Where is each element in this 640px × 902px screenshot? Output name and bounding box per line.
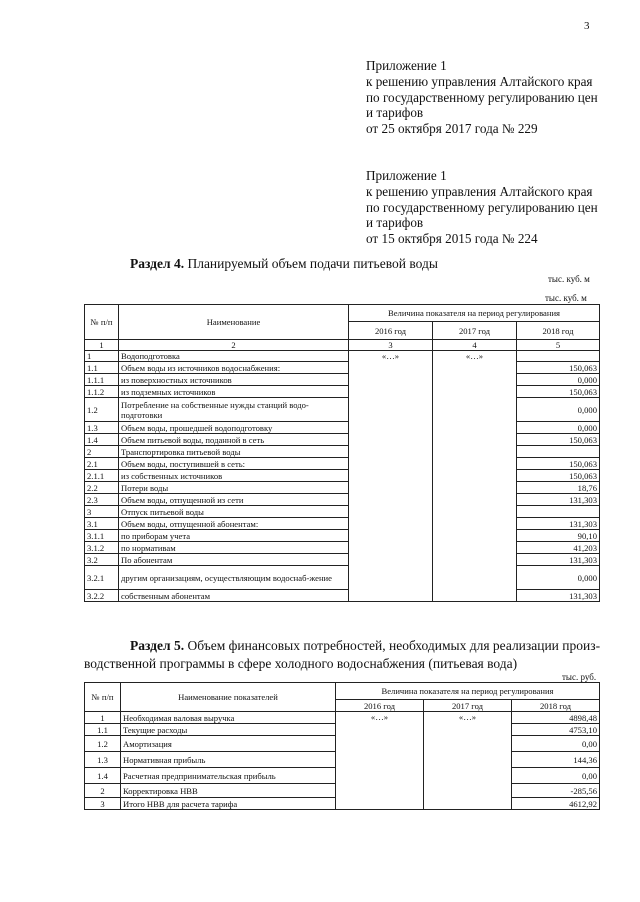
row-num: 1.1.1 xyxy=(85,374,119,386)
section5-title-line2: водственной программы в сфере холодного водоснабжения (питьевая вода) xyxy=(84,656,518,671)
table-row xyxy=(85,446,600,458)
appendix-line: Приложение 1 xyxy=(366,168,447,183)
row-name: Отпуск питьевой воды xyxy=(119,506,349,518)
row-name: Расчетная предпринимательская прибыль xyxy=(121,768,336,784)
page-number: 3 xyxy=(584,20,590,32)
appendix-line: и тарифов xyxy=(366,215,424,231)
appendix-previous xyxy=(366,168,616,247)
row-num: 2.1.1 xyxy=(85,470,119,482)
row-num: 2.2 xyxy=(85,482,119,494)
row-name: По абонентам xyxy=(119,554,349,566)
row-value-2018: 0,000 xyxy=(517,374,600,386)
table-row xyxy=(85,434,600,446)
row-num: 2 xyxy=(85,784,121,798)
row-value-2018: 131,303 xyxy=(517,494,600,506)
row-value-2018 xyxy=(517,351,600,362)
row-num: 1.4 xyxy=(85,768,121,784)
header-name: Наименование xyxy=(119,305,349,340)
table-row xyxy=(85,518,600,530)
row-num: 3.2.2 xyxy=(85,590,119,602)
header-2018: 2018 год xyxy=(517,322,600,340)
row-name: Итого НВВ для расчета тарифа xyxy=(121,798,336,810)
row-name: Потребление на собственные нужды станций водо-подготовки xyxy=(119,398,349,422)
table-row xyxy=(85,398,600,422)
table-row xyxy=(85,542,600,554)
row-num: 3 xyxy=(85,798,121,810)
table-row xyxy=(85,458,600,470)
row-name: Объем воды, отпущенной из сети xyxy=(119,494,349,506)
header-row xyxy=(85,683,600,700)
row-name: Объем воды, прошедшей водоподготовку xyxy=(119,422,349,434)
row-value-2018: 150,063 xyxy=(517,386,600,398)
row-value-2018: 18,76 xyxy=(517,482,600,494)
row-num: 3.2.1 xyxy=(85,566,119,590)
row-name: Водоподготовка xyxy=(119,351,349,362)
section5-unit: тыс. руб. xyxy=(562,672,597,682)
appendix-current xyxy=(366,58,616,137)
table-row xyxy=(85,470,600,482)
row-value-2018: 0,000 xyxy=(517,398,600,422)
row-name: Амортизация xyxy=(121,736,336,752)
col-number-row xyxy=(85,340,600,351)
section5-title-bold: Раздел 5. xyxy=(130,638,185,653)
row-num: 1.3 xyxy=(85,422,119,434)
row-num: 3.1.1 xyxy=(85,530,119,542)
appendix-line: и тарифов xyxy=(366,105,424,121)
header-num: № п/п xyxy=(85,683,121,712)
table-row xyxy=(85,422,600,434)
row-value-2018: 4753,10 xyxy=(512,724,600,736)
row-num: 1 xyxy=(85,351,119,362)
row-num: 3.1 xyxy=(85,518,119,530)
ellipsis-2017: «…» xyxy=(424,712,512,810)
row-name: Потери воды xyxy=(119,482,349,494)
section4-title xyxy=(130,256,438,272)
section4-unit-table: тыс. куб. м xyxy=(545,293,587,303)
row-value-2018: 131,303 xyxy=(517,590,600,602)
row-name: Текущие расходы xyxy=(121,724,336,736)
header-2016: 2016 год xyxy=(336,700,424,712)
row-num: 1.2 xyxy=(85,736,121,752)
row-value-2018: 150,063 xyxy=(517,434,600,446)
ellipsis-2016: «…» xyxy=(349,351,433,602)
row-name: по нормативам xyxy=(119,542,349,554)
table-row xyxy=(85,374,600,386)
section4-table xyxy=(84,304,600,602)
row-num: 3.2 xyxy=(85,554,119,566)
header-row xyxy=(85,305,600,322)
table-row xyxy=(85,590,600,602)
section5-title xyxy=(130,638,600,654)
row-value-2018: 90,10 xyxy=(517,530,600,542)
row-name: из поверхностных источников xyxy=(119,374,349,386)
header-period: Величина показателя на период регулирования xyxy=(336,683,600,700)
header-period: Величина показателя на период регулирования xyxy=(349,305,600,322)
row-value-2018: 150,063 xyxy=(517,470,600,482)
row-name: другим организациям, осуществляющим водоснаб-жение xyxy=(119,566,349,590)
row-name: Нормативная прибыль xyxy=(121,752,336,768)
row-value-2018: 0,000 xyxy=(517,566,600,590)
appendix-line: от 25 октября 2017 года № 229 xyxy=(366,121,538,137)
row-value-2018 xyxy=(517,446,600,458)
appendix-line: по государственному регулированию цен xyxy=(366,89,598,105)
table-row xyxy=(85,506,600,518)
row-value-2018: -285,56 xyxy=(512,784,600,798)
row-num: 2 xyxy=(85,446,119,458)
appendix-line: от 15 октября 2015 года № 224 xyxy=(366,231,538,247)
row-name: из собственных источников xyxy=(119,470,349,482)
ellipsis-2016: «…» xyxy=(336,712,424,810)
row-name: Необходимая валовая выручка xyxy=(121,712,336,724)
row-name: Корректировка НВВ xyxy=(121,784,336,798)
appendix-line: к решению управления Алтайского края xyxy=(366,73,593,89)
row-num: 2.3 xyxy=(85,494,119,506)
header-2017: 2017 год xyxy=(424,700,512,712)
row-name: собственным абонентам xyxy=(119,590,349,602)
row-value-2018: 0,00 xyxy=(512,736,600,752)
row-num: 2.1 xyxy=(85,458,119,470)
row-value-2018 xyxy=(517,506,600,518)
row-num: 3.1.2 xyxy=(85,542,119,554)
appendix-line: по государственному регулированию цен xyxy=(366,199,598,215)
header-2018: 2018 год xyxy=(512,700,600,712)
col-number: 1 xyxy=(85,340,119,351)
row-value-2018: 4612,92 xyxy=(512,798,600,810)
table-row xyxy=(85,494,600,506)
table-row xyxy=(85,386,600,398)
row-name: по приборам учета xyxy=(119,530,349,542)
table-row xyxy=(85,530,600,542)
col-number: 2 xyxy=(119,340,349,351)
header-2016: 2016 год xyxy=(349,322,433,340)
row-num: 1.1.2 xyxy=(85,386,119,398)
table-row xyxy=(85,554,600,566)
header-2017: 2017 год xyxy=(433,322,517,340)
row-num: 1.2 xyxy=(85,398,119,422)
row-num: 3 xyxy=(85,506,119,518)
row-num: 1.4 xyxy=(85,434,119,446)
section5-table xyxy=(84,682,600,810)
table-row xyxy=(85,362,600,374)
appendix-line: к решению управления Алтайского края xyxy=(366,183,593,199)
table-row xyxy=(85,351,600,362)
section5-title-text: Объем финансовых потребностей, необходимых для реализации произ- xyxy=(184,638,601,653)
row-value-2018: 144,36 xyxy=(512,752,600,768)
row-value-2018: 0,000 xyxy=(517,422,600,434)
header-num: № п/п xyxy=(85,305,119,340)
table-row xyxy=(85,482,600,494)
section4-title-bold: Раздел 4. xyxy=(130,256,185,271)
row-num: 1.1 xyxy=(85,362,119,374)
row-name: Объем воды из источников водоснабжения: xyxy=(119,362,349,374)
row-num: 1.1 xyxy=(85,724,121,736)
row-name: Объем воды, поступившей в сеть: xyxy=(119,458,349,470)
col-number: 5 xyxy=(517,340,600,351)
row-value-2018: 150,063 xyxy=(517,458,600,470)
appendix-line: Приложение 1 xyxy=(366,58,447,73)
section4-unit-top: тыс. куб. м xyxy=(548,274,590,284)
row-name: Транспортировка питьевой воды xyxy=(119,446,349,458)
table-row xyxy=(85,712,600,724)
section4-title-text: Планируемый объем подачи питьевой воды xyxy=(184,256,438,271)
ellipsis-2017: «…» xyxy=(433,351,517,602)
row-value-2018: 0,00 xyxy=(512,768,600,784)
row-value-2018: 4898,48 xyxy=(512,712,600,724)
row-value-2018: 41,203 xyxy=(517,542,600,554)
header-name: Наименование показателей xyxy=(121,683,336,712)
row-num: 1 xyxy=(85,712,121,724)
row-name: Объем воды, отпущенной абонентам: xyxy=(119,518,349,530)
row-value-2018: 150,063 xyxy=(517,362,600,374)
row-name: из подземных источников xyxy=(119,386,349,398)
table-row xyxy=(85,566,600,590)
col-number: 4 xyxy=(433,340,517,351)
row-value-2018: 131,303 xyxy=(517,554,600,566)
row-value-2018: 131,303 xyxy=(517,518,600,530)
row-name: Объем питьевой воды, поданной в сеть xyxy=(119,434,349,446)
row-num: 1.3 xyxy=(85,752,121,768)
col-number: 3 xyxy=(349,340,433,351)
